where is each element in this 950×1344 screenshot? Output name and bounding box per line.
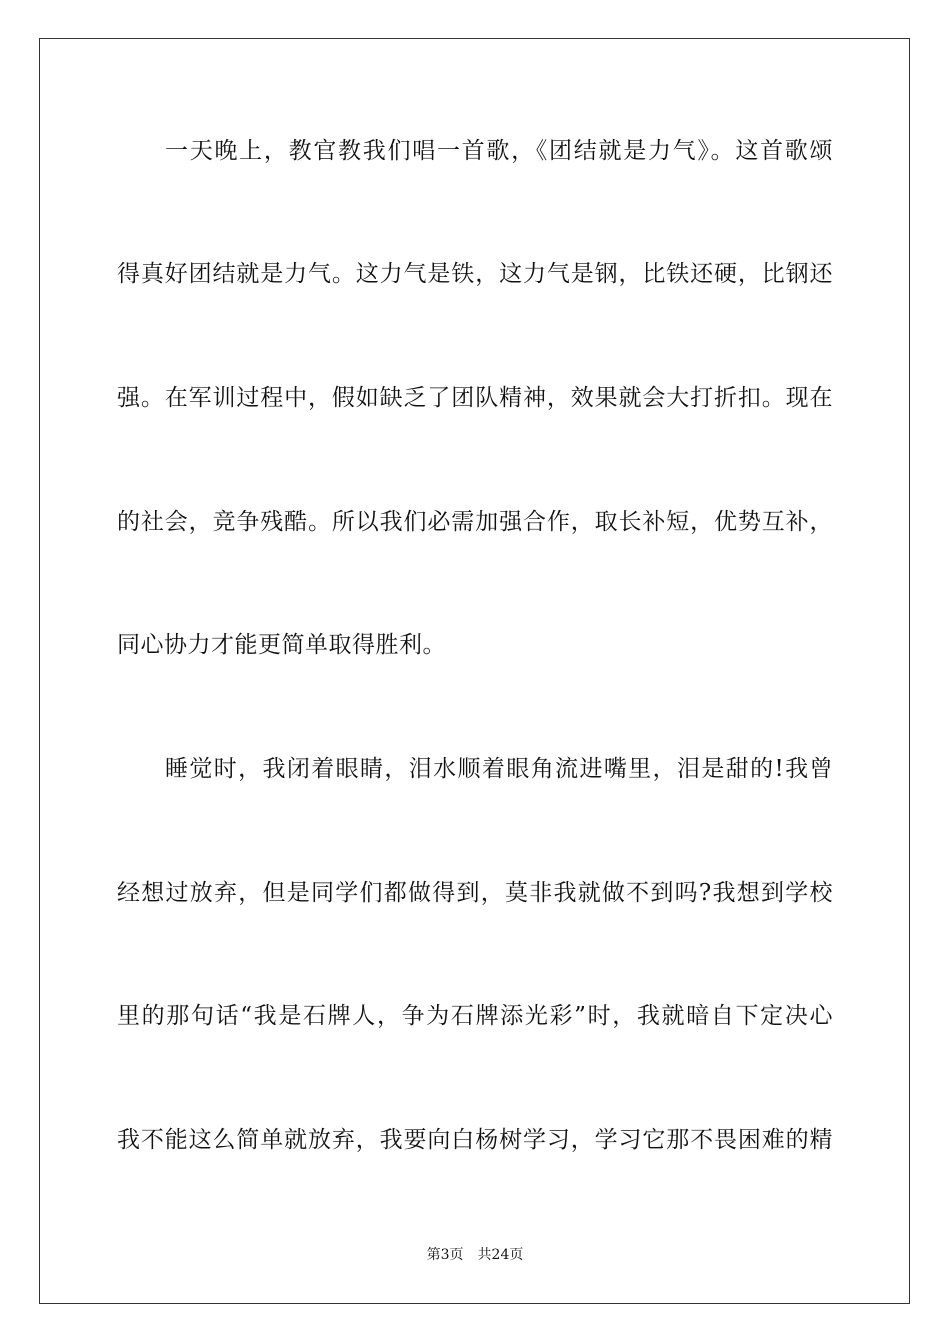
- paragraph-1-line-1: 一天晚上，教官教我们唱一首歌，《团结就是力气》。这首歌颂: [165, 138, 833, 164]
- paragraph-2-line-3: 里的那句话“我是石牌人，争为石牌添光彩”时，我就暗自下定决心: [117, 1003, 833, 1029]
- total-pages: 共24页: [477, 1247, 524, 1263]
- paragraph-2-line-1: 睡觉时，我闭着眼睛，泪水顺着眼角流进嘴里，泪是甜的!我曾: [165, 756, 833, 782]
- paragraph-2-line-2: 经想过放弃，但是同学们都做得到，莫非我就做不到吗?我想到学校: [117, 880, 833, 906]
- paragraph-1-line-5: 同心协力才能更简单取得胜利。: [117, 632, 446, 658]
- page-frame: [39, 38, 910, 1304]
- page-number: 第3页: [426, 1247, 464, 1263]
- paragraph-1-line-4: 的社会，竞争残酷。所以我们必需加强合作，取长补短，优势互补，: [117, 509, 833, 535]
- paragraph-1-line-2: 得真好团结就是力气。这力气是铁，这力气是钢，比铁还硬，比钢还: [117, 261, 833, 287]
- paragraph-1-line-3: 强。在军训过程中，假如缺乏了团队精神，效果就会大打折扣。现在: [117, 385, 833, 411]
- paragraph-2-line-4: 我不能这么简单就放弃，我要向白杨树学习，学习它那不畏困难的精: [117, 1127, 833, 1153]
- page-footer: [0, 1245, 950, 1265]
